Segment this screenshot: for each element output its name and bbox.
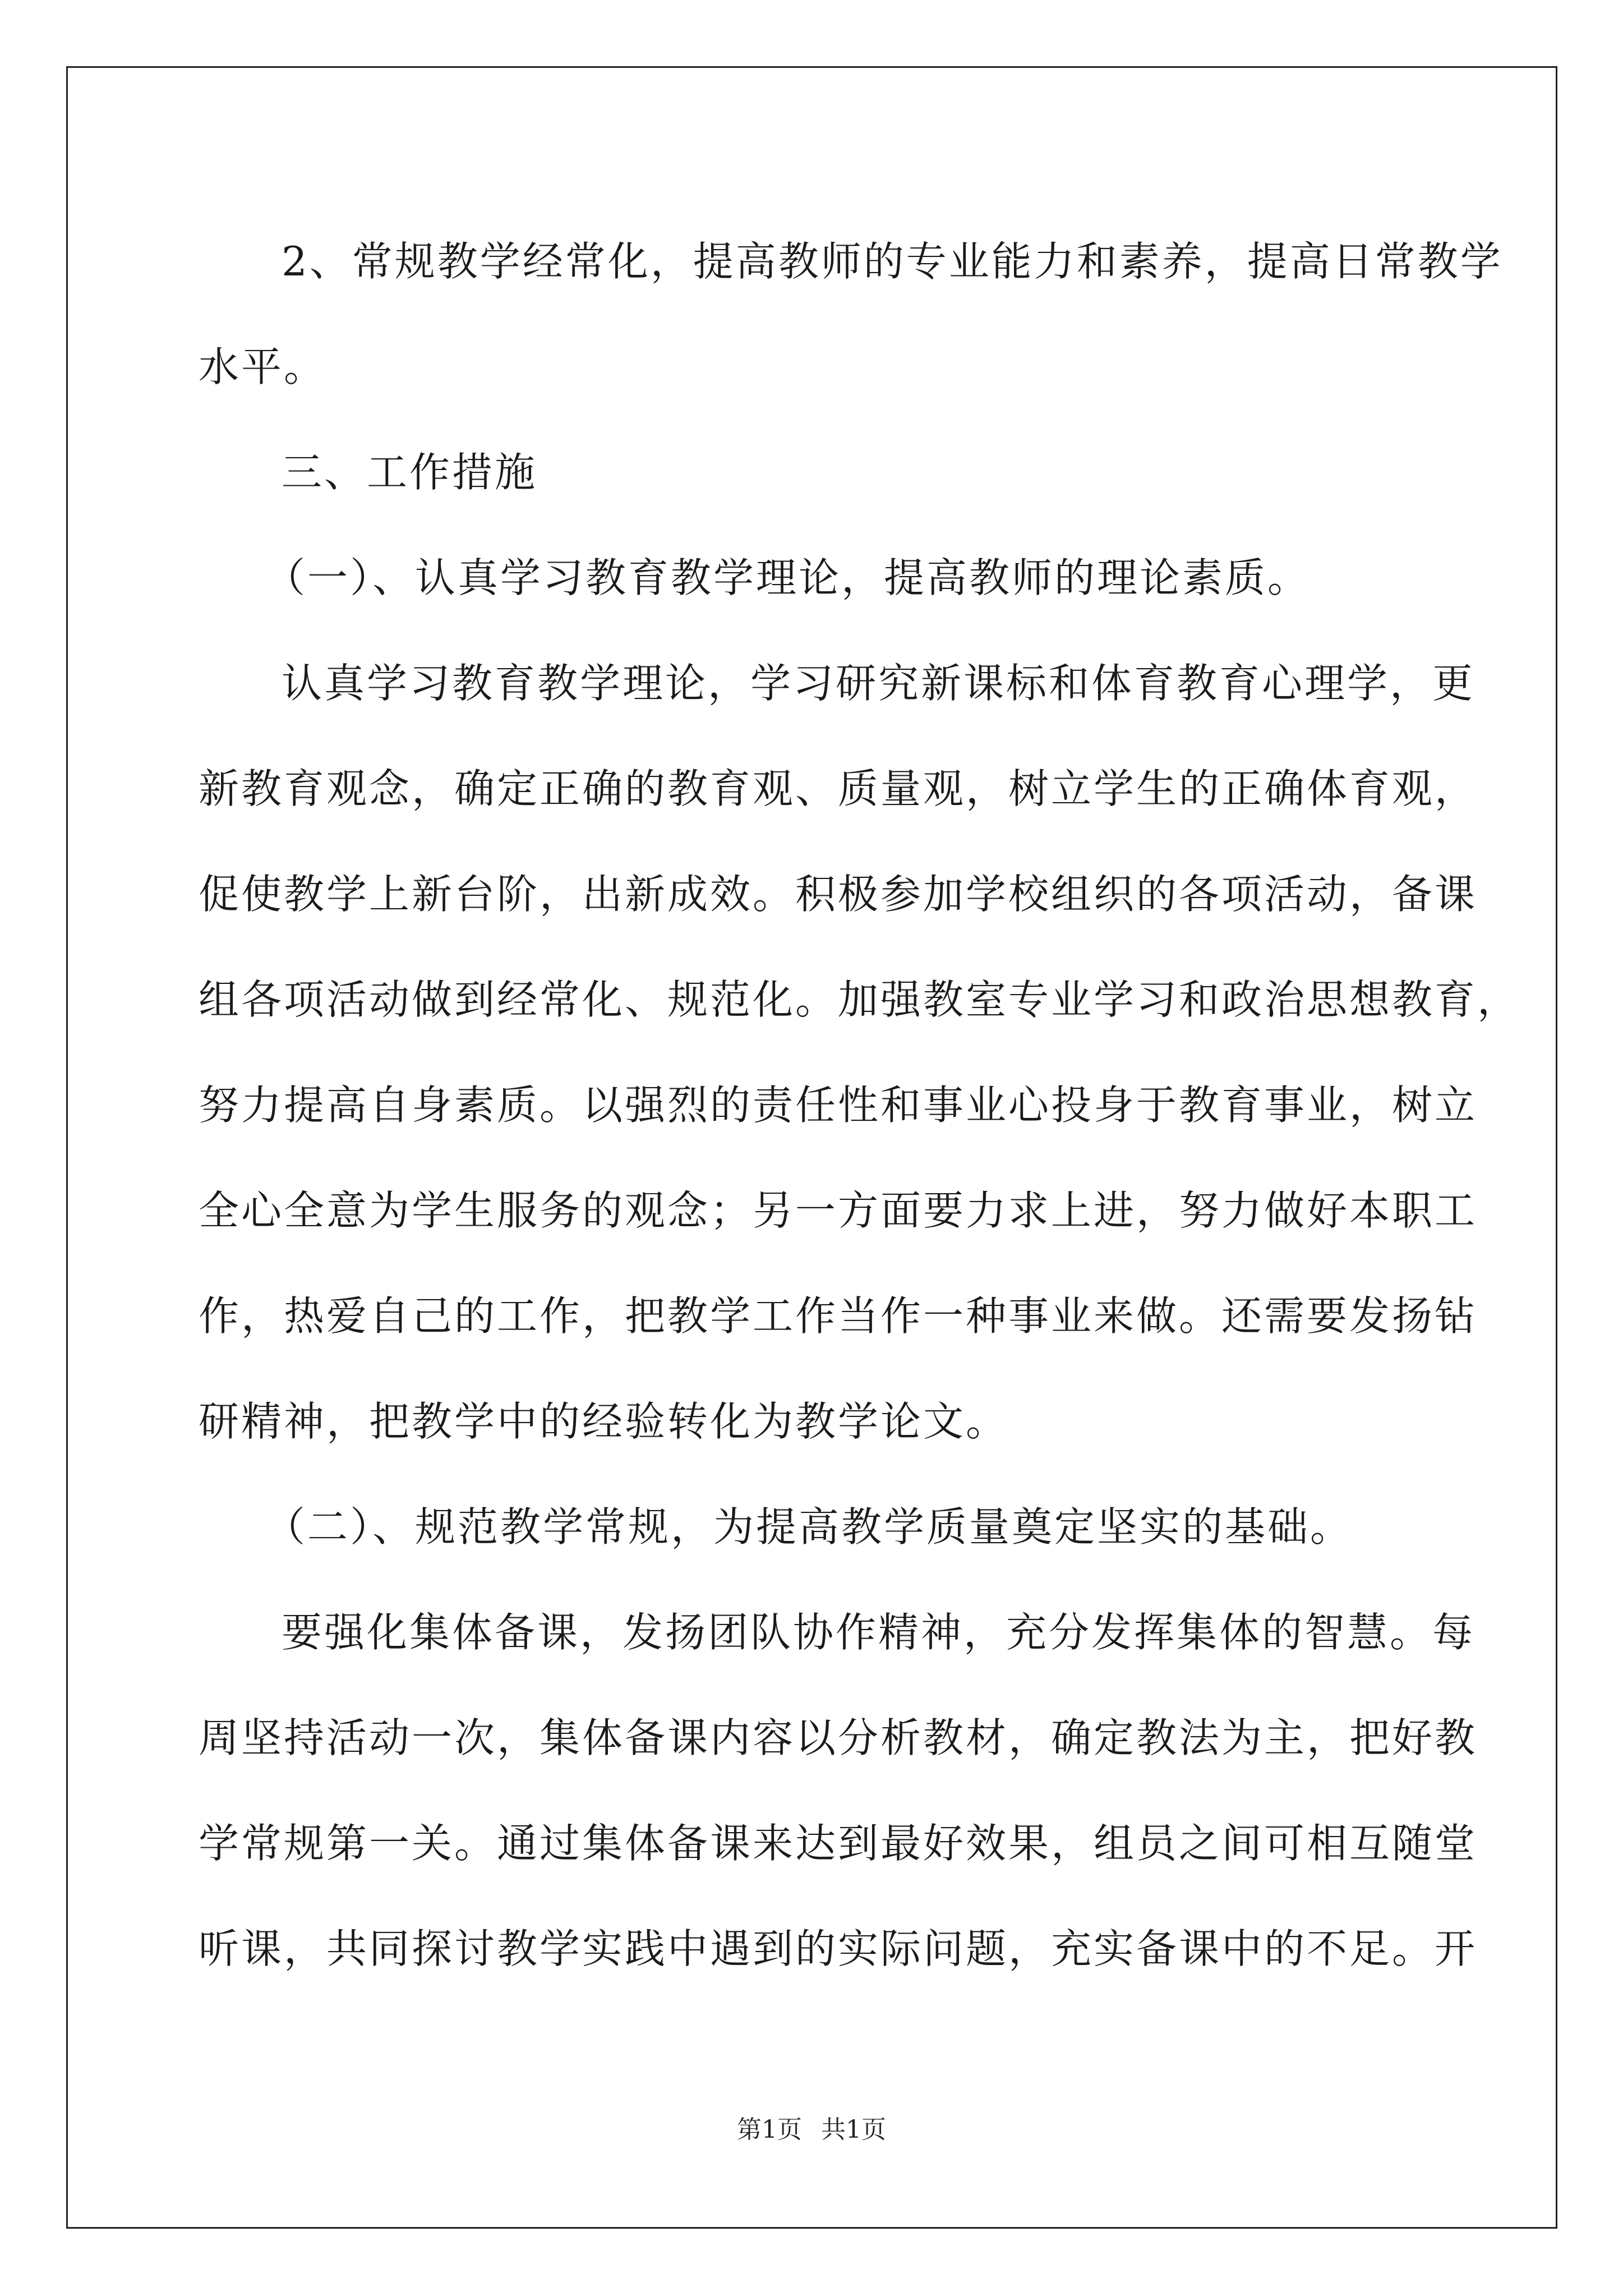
page-total: 共1页: [821, 2115, 886, 2144]
text-line: 听课，共同探讨教学实践中遇到的实际问题，充实备课中的不足。开: [199, 1925, 1478, 1972]
paragraph-goal-2: [199, 209, 1503, 420]
heading-line: （二）、规范教学常规，为提高教学质量奠定坚实的基础。: [265, 1503, 1353, 1550]
text-line: 学常规第一关。通过集体备课来达到最好效果，组员之间可相互随堂: [199, 1820, 1478, 1867]
heading-line: 三、工作措施: [282, 449, 538, 496]
paragraph-theory-study: [199, 631, 1520, 1474]
text-line: 组各项活动做到经常化、规范化。加强教室专业学习和政治思想教育，: [199, 976, 1520, 1023]
text-line: 促使教学上新台阶，出新成效。积极参加学校组织的各项活动，备课: [199, 871, 1478, 918]
text-line: 新教育观念，确定正确的教育观、质量观，树立学生的正确体育观，: [199, 765, 1478, 812]
section-heading-work-measures: [199, 420, 1430, 525]
subsection-heading-2: [199, 1474, 1430, 1580]
heading-line: （一）、认真学习教育教学理论，提高教师的理论素质。: [265, 554, 1311, 601]
document-body: [199, 209, 1520, 2001]
paragraph-collective-lesson-prep: [199, 1580, 1478, 2001]
text-line: 周坚持活动一次，集体备课内容以分析教材，确定教法为主，把好教: [199, 1714, 1478, 1761]
page-footer: [0, 2109, 1623, 2145]
subsection-heading-1: [199, 525, 1430, 631]
text-line: 研精神，把教学中的经验转化为教学论文。: [199, 1398, 1009, 1445]
text-line: 作，热爱自己的工作，把教学工作当作一种事业来做。还需要发扬钻: [199, 1292, 1478, 1340]
text-line: 要强化集体备课，发扬团队协作精神，充分发挥集体的智慧。每: [282, 1609, 1476, 1656]
text-line: 认真学习教育教学理论，学习研究新课标和体育教育心理学，更: [282, 660, 1476, 707]
text-line: 水平。: [199, 343, 327, 390]
text-line: 2、常规教学经常化，提高教师的专业能力和素养，提高日常教学: [282, 238, 1503, 285]
page-number: 第1页: [737, 2115, 802, 2144]
text-line: 全心全意为学生服务的观念；另一方面要力求上进，努力做好本职工: [199, 1187, 1478, 1234]
text-line: 努力提高自身素质。以强烈的责任性和事业心投身于教育事业，树立: [199, 1082, 1478, 1129]
